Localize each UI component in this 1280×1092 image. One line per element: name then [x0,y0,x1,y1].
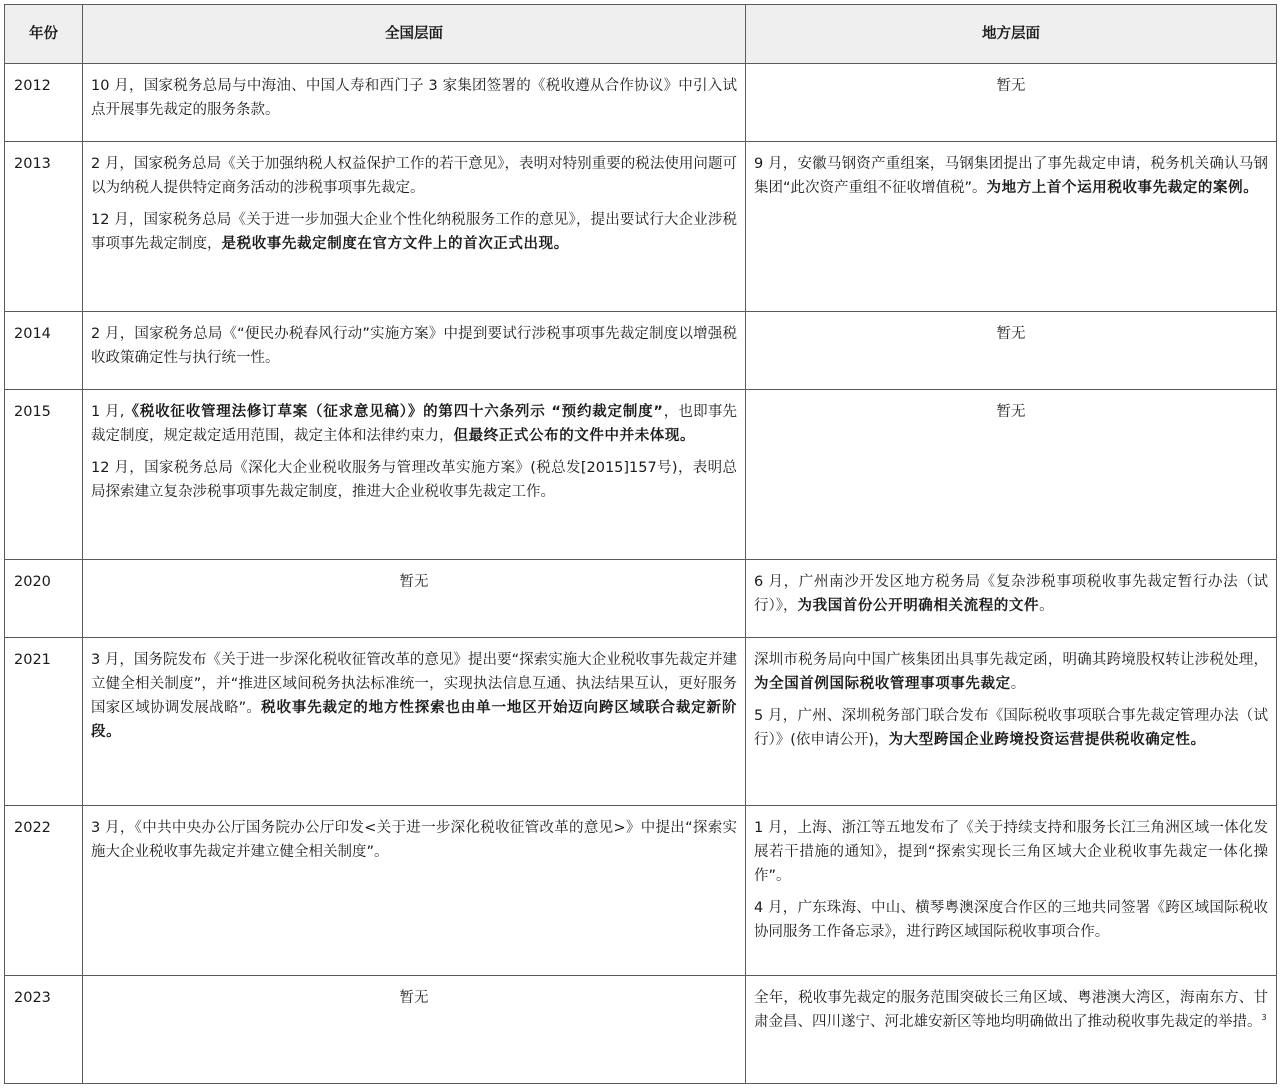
entry-text: 12 月，国家税务总局《深化大企业税收服务与管理改革实施方案》(税总发[2015]157号)，表明总局探索建立复杂涉税事项事先裁定制度，推进大企业税收事先裁定工作。 [91,460,737,500]
emphasis-text: 但最终正式公布的文件中并未体现。 [453,428,696,444]
emphasis-text: 为我国首份公开明确相关流程的文件 [797,598,1040,614]
entry-paragraph [754,816,1268,888]
year-cell [5,806,83,976]
year-cell [5,312,83,390]
entry-text: 12 月，国家税务总局《关于进一步加强大企业个性化纳税服务工作的意见》，提出要试行大企业涉税事项事先裁定制度， [91,212,737,252]
header-local: 地方层面 [746,5,1277,64]
table-row [5,560,1277,638]
entry-text: 全年，税收事先裁定的服务范围突破长三角区域、粤港澳大湾区，海南东方、甘肃金昌、四川遂宁、河北雄安新区等地均明确做出了推动税收事先裁定的举措。 [754,990,1268,1030]
year-text: 2015 [14,404,51,420]
entry-paragraph [754,152,1268,200]
year-text: 2014 [14,326,51,342]
table-row [5,638,1277,806]
not-available-text: 暂无 [996,78,1026,94]
national-cell [83,638,746,806]
entry-text: 1 月，上海、浙江等五地发布了《关于持续支持和服务长江三角洲区域一体化发展若干措施的通知》，提到“探索实现长三角区域大企业税收事先裁定一体化操作”。 [754,820,1268,884]
entry-text: 4 月，广东珠海、中山、横琴粤澳深度合作区的三地共同签署《跨区域国际税收协同服务工作备忘录》，进行跨区域国际税收事项合作。 [754,900,1268,940]
year-text: 2021 [14,652,51,668]
not-available-text: 暂无 [996,326,1026,342]
emphasis-text: 为全国首例国际税收管理事项事先裁定 [754,676,1011,692]
entry-paragraph [91,456,737,504]
year-text: 2023 [14,990,51,1006]
emphasis-text: 为地方上首个运用税收事先裁定的案例。 [986,180,1259,196]
entry-text: 6 月，广州南沙开发区地方税务局《复杂涉税事项税收事先裁定暂行办法（试行）》， [754,574,1268,614]
entry-paragraph [91,74,737,122]
entry-paragraph [91,816,737,864]
year-text: 2012 [14,78,51,94]
header-year: 年份 [5,5,83,64]
entry-paragraph [754,704,1268,752]
emphasis-text: 为大型跨国企业跨境投资运营提供税收确定性。 [888,732,1206,748]
year-cell [5,560,83,638]
table-row [5,312,1277,390]
national-cell [83,390,746,560]
year-cell [5,976,83,1084]
entry-text: 。 [1039,598,1054,614]
emphasis-text: 是税收事先裁定制度在官方文件上的首次正式出现。 [221,236,569,252]
local-cell [746,560,1277,638]
emphasis-text: 《税收征收管理法修订草案（征求意见稿）》的第四十六条列示 “预约裁定制度” [124,404,664,420]
entry-paragraph [91,322,737,370]
table-row [5,142,1277,312]
national-cell [83,64,746,142]
not-available-text: 暂无 [399,574,429,590]
entry-text: ，也即事先裁定制度，规定裁定适用范围，裁定主体和法律约束力， [91,404,738,444]
header-row [5,5,1277,64]
year-text: 2022 [14,820,51,836]
local-cell [746,638,1277,806]
national-cell [83,560,746,638]
year-cell [5,638,83,806]
national-cell [83,312,746,390]
table-row [5,976,1277,1084]
emphasis-text: 税收事先裁定的地方性探索也由单一地区开始迈向跨区域联合裁定新阶段。 [91,700,737,740]
national-cell [83,976,746,1084]
entry-text: 3 月，《中共中央办公厅国务院办公厅印发<关于进一步深化税收征管改革的意见>》中提出“探索实施大企业税收事先裁定并建立健全相关制度”。 [91,820,737,860]
table-row [5,64,1277,142]
entry-paragraph [754,896,1268,944]
entry-paragraph [91,152,737,200]
entry-text: 2 月，国家税务总局《“便民办税春风行动”实施方案》中提到要试行涉税事项事先裁定制度以增强税收政策确定性与执行统一性。 [91,326,737,366]
local-cell [746,312,1277,390]
year-cell [5,64,83,142]
tax-ruling-timeline-table [4,4,1277,1084]
year-cell [5,142,83,312]
local-cell [746,806,1277,976]
not-available-text: 暂无 [996,404,1026,420]
entry-paragraph [754,648,1268,696]
local-cell [746,64,1277,142]
entry-text: 1 月, [91,404,125,420]
entry-paragraph [91,400,737,448]
year-cell [5,390,83,560]
footnote-marker: 3 [1261,1013,1267,1023]
entry-text: 9 月，安徽马钢资产重组案，马钢集团提出了事先裁定申请，税务机关确认马钢集团“此次资产重组不征收增值税”。 [754,156,1268,196]
entry-paragraph [754,570,1268,618]
local-cell [746,390,1277,560]
local-cell [746,142,1277,312]
entry-text: 。 [1010,676,1026,692]
table-row [5,806,1277,976]
table-row [5,390,1277,560]
entry-text: 2 月，国家税务总局《关于加强纳税人权益保护工作的若干意见》，表明对特别重要的税法使用问题可以为纳税人提供特定商务活动的涉税事项事先裁定。 [91,156,737,196]
not-available-text: 暂无 [399,990,429,1006]
entry-text: 10 月，国家税务总局与中海油、中国人寿和西门子 3 家集团签署的《税收遵从合作协议》中引入试点开展事先裁定的服务条款。 [91,78,737,118]
header-national: 全国层面 [83,5,746,64]
entry-paragraph [91,208,737,256]
entry-paragraph [91,648,737,744]
national-cell [83,806,746,976]
entry-text: 5 月，广州、深圳税务部门联合发布《国际税收事项联合事先裁定管理办法（试行）》(依申请公开)， [754,708,1268,748]
national-cell [83,142,746,312]
entry-text: 深圳市税务局向中国广核集团出具事先裁定函，明确其跨境股权转让涉税处理， [754,652,1268,668]
local-cell [746,976,1277,1084]
year-text: 2013 [14,156,51,172]
year-text: 2020 [14,574,51,590]
entry-paragraph [754,986,1268,1034]
entry-text: 3 月，国务院发布《关于进一步深化税收征管改革的意见》提出要“探索实施大企业税收事先裁定并建立健全相关制度”，并“推进区域间税务执法标准统一，实现执法信息互通、执法结果互认，更好服务国家区域协调发展战略”。 [91,652,737,716]
